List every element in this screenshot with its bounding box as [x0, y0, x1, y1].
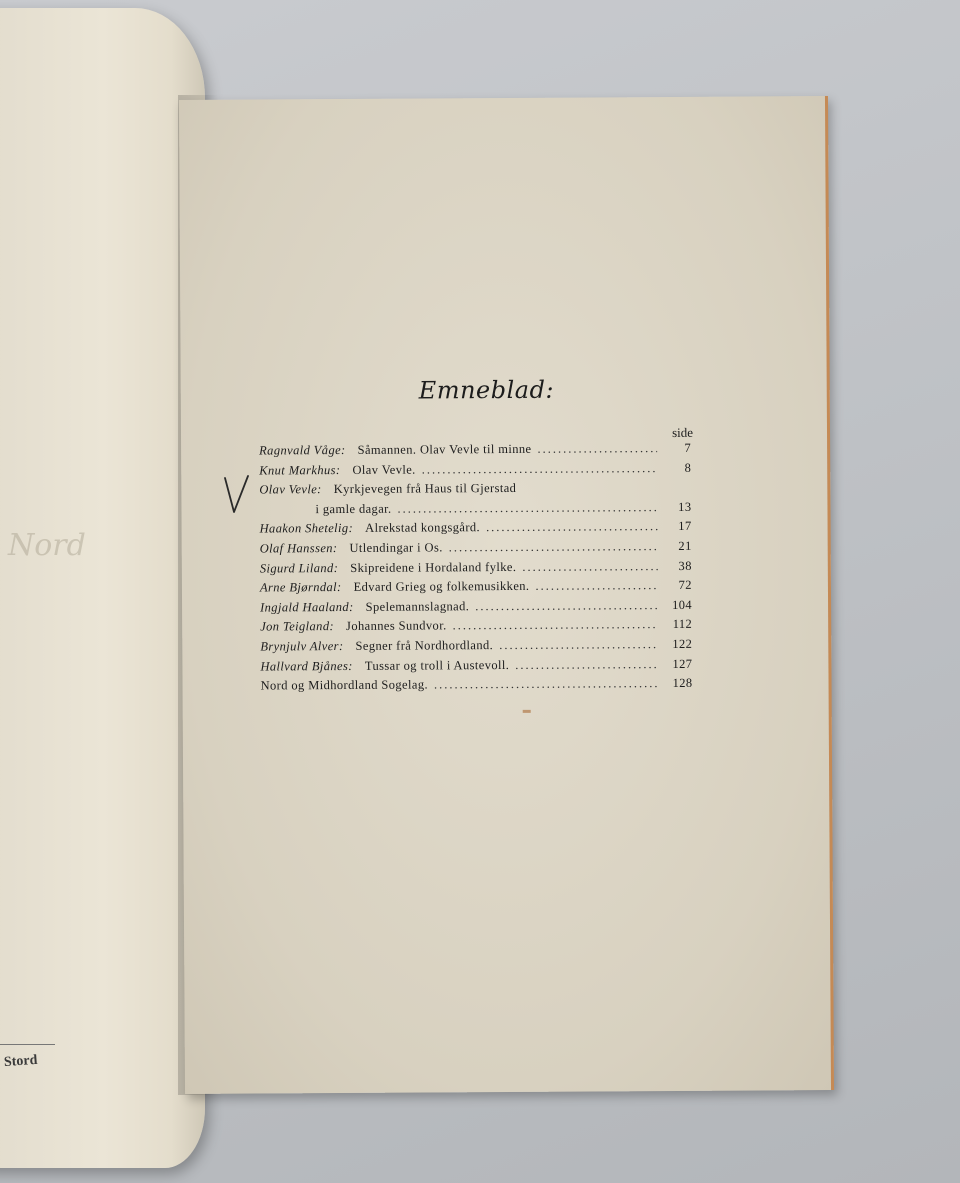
toc-entry — [260, 598, 692, 620]
toc-entry — [259, 441, 691, 463]
dot-leader — [535, 578, 658, 594]
toc-entry — [259, 480, 691, 502]
entry-title: Spelemannslagnad. — [365, 598, 470, 614]
toc-entry — [260, 637, 692, 659]
entry-title: Johannes Sundvor. — [345, 618, 447, 634]
entry-title: Segner frå Nordhordland. — [355, 638, 494, 653]
entry-title: Alrekstad kongsgård. — [365, 520, 481, 536]
left-book-page — [0, 8, 205, 1168]
entry-author: Brynjulv Alver: — [260, 638, 344, 654]
dot-leader — [499, 637, 658, 653]
toc-entry — [260, 617, 692, 639]
entry-title: Utlendingar i Os. — [349, 540, 443, 555]
toc-entry — [260, 656, 692, 678]
dot-leader — [453, 617, 659, 633]
toc-entry — [259, 460, 691, 482]
toc-entry — [260, 558, 692, 580]
dot-leader — [486, 519, 658, 535]
entry-page: 13 — [678, 499, 692, 514]
entry-author: Knut Markhus: — [259, 462, 341, 478]
entry-author: Jon Teigland: — [260, 619, 335, 634]
entry-author: Hallvard Bjånes: — [260, 658, 353, 674]
entry-title: Edvard Grieg og folkemusikken. — [353, 579, 530, 595]
entry-author: Sigurd Liland: — [259, 560, 339, 576]
dot-leader — [397, 500, 657, 517]
toc-entry-continuation — [259, 500, 691, 522]
entry-page: 7 — [684, 440, 692, 455]
entry-page: 72 — [678, 578, 692, 593]
entry-page: 122 — [672, 636, 693, 651]
entry-author: Olaf Hanssen: — [259, 541, 338, 556]
entry-title: Nord og Midhordland Sogelag. — [260, 677, 429, 693]
left-page-footer: Stord — [3, 1052, 38, 1071]
entry-title: i gamle dagar. — [315, 501, 392, 516]
right-book-page — [179, 96, 834, 1094]
entry-title: Kyrkjevegen frå Haus til Gjerstad — [333, 481, 517, 497]
page-column-label: side — [672, 424, 694, 440]
entry-author: Ragnvald Våge: — [259, 442, 346, 458]
toc-entry — [260, 539, 692, 561]
entry-author: Haakon Shetelig: — [259, 521, 354, 536]
entry-page: 8 — [684, 460, 692, 475]
toc-title: Emneblad: — [418, 375, 555, 405]
entry-author: Arne Bjørndal: — [259, 580, 342, 595]
entry-title: Såmannen. Olav Vevle til minne — [357, 441, 532, 457]
entry-page: 21 — [678, 538, 692, 553]
paper-stain — [523, 710, 531, 713]
entry-page: 38 — [678, 558, 692, 573]
left-page-bleed-text: Nord — [8, 528, 86, 563]
entry-page: 128 — [672, 675, 693, 691]
handwritten-check-icon — [222, 474, 252, 516]
dot-leader — [449, 539, 658, 555]
dot-leader — [522, 559, 658, 575]
entry-author: Ingjald Haaland: — [260, 599, 354, 615]
dot-leader — [422, 461, 658, 477]
toc-entries — [259, 441, 693, 698]
dot-leader — [475, 598, 658, 614]
entry-title: Olav Vevle. — [352, 462, 416, 477]
entry-author: Olav Vevle: — [259, 482, 322, 497]
dot-leader — [537, 441, 657, 457]
toc-entry — [261, 676, 693, 698]
entry-page: 17 — [678, 519, 692, 534]
table-of-contents — [257, 97, 697, 693]
entry-page: 104 — [672, 597, 693, 612]
entry-title: Tussar og troll i Austevoll. — [364, 657, 510, 673]
left-page-rule — [0, 1044, 55, 1045]
dot-leader — [515, 657, 658, 673]
toc-entry — [260, 578, 692, 600]
dot-leader — [434, 676, 659, 692]
entry-page: 112 — [672, 617, 693, 632]
toc-entry — [260, 519, 692, 541]
entry-title: Skipreidene i Hordaland fylke. — [350, 559, 517, 575]
entry-page: 127 — [672, 656, 693, 671]
